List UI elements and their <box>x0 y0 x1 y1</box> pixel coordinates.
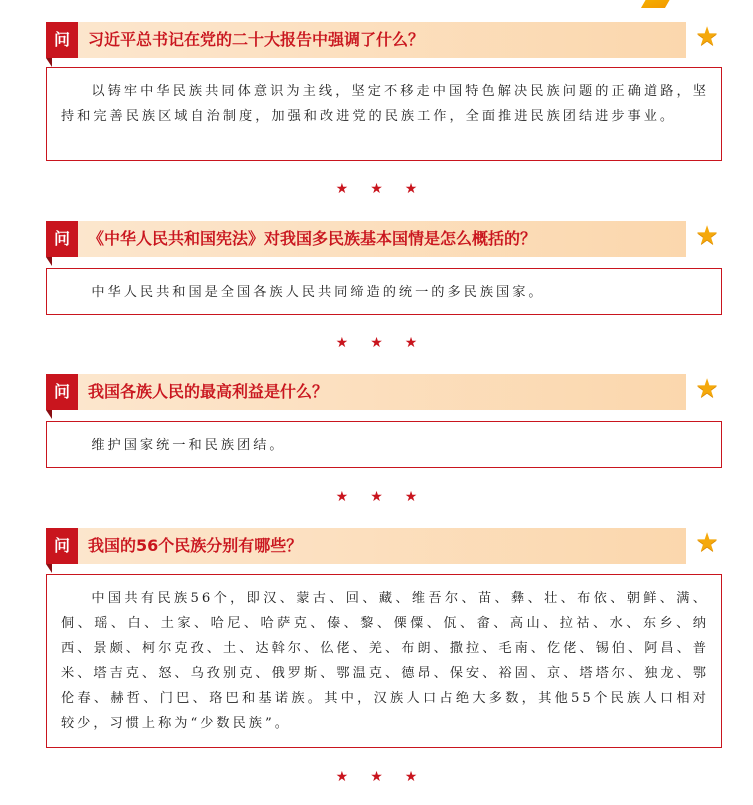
answer-box <box>46 421 722 468</box>
answer-text: 维护国家统一和民族团结。 <box>91 438 286 453</box>
question-text: 《中华人民共和国宪法》对我国多民族基本国情是怎么概括的？ <box>78 221 686 257</box>
star-divider: ★★★ <box>335 335 440 351</box>
question-row <box>46 221 726 257</box>
star-icon: ★ <box>695 221 719 251</box>
question-text: 我国的56个民族分别有哪些？ <box>78 528 686 564</box>
answer-box <box>46 268 722 315</box>
star-icon: ★ <box>695 374 719 404</box>
answer-box <box>46 574 722 748</box>
question-row <box>46 22 726 58</box>
question-tag: 问 <box>46 528 78 564</box>
star-divider: ★★★ <box>335 181 440 197</box>
star-divider: ★★★ <box>335 489 440 505</box>
qa-item-2 <box>46 221 726 300</box>
answer-text: 以铸牢中华民族共同体意识为主线，坚定不移走中国特色解决民族问题的正确道路，坚持和完善民族区域自治制度，加强和改进党的民族工作，全面推进民族团结进步事业。 <box>61 84 709 124</box>
answer-text: 中华人民共和国是全国各族人民共同缔造的统一的多民族国家。 <box>91 285 545 300</box>
question-text: 习近平总书记在党的二十大报告中强调了什么？ <box>78 22 686 58</box>
qa-item-1 <box>46 22 726 124</box>
question-text: 我国各族人民的最高利益是什么？ <box>78 374 686 410</box>
question-tag: 问 <box>46 22 78 58</box>
corner-decoration <box>641 0 673 8</box>
question-row <box>46 528 726 564</box>
qa-item-3 <box>46 374 726 453</box>
star-icon: ★ <box>695 22 719 52</box>
qa-item-4 <box>46 528 726 731</box>
question-tag: 问 <box>46 374 78 410</box>
answer-text: 中国共有民族56个，即汉、蒙古、回、藏、维吾尔、苗、彝、壮、布依、朝鲜、满、侗、瑶、白、土家、哈尼、哈萨克、傣、黎、傈僳、佤、畲、高山、拉祜、水、东乡、纳西、景颇、柯尔克孜、土、达斡尔、仫佬、羌、布朗、撒拉、毛南、仡佬、锡伯、阿昌、普米、塔吉克、怒、乌孜别克、俄罗斯、鄂温克、德昂、保安、裕固、京、塔塔尔、独龙、鄂伦春、赫哲、门巴、珞巴和基诺族。其中，汉族人口占绝大多数，其他55个民族人口相对较少，习惯上称为“少数民族”。 <box>61 591 709 731</box>
answer-box <box>46 67 722 161</box>
question-tag: 问 <box>46 221 78 257</box>
star-divider: ★★★ <box>335 769 440 785</box>
star-icon: ★ <box>695 528 719 558</box>
question-row <box>46 374 726 410</box>
